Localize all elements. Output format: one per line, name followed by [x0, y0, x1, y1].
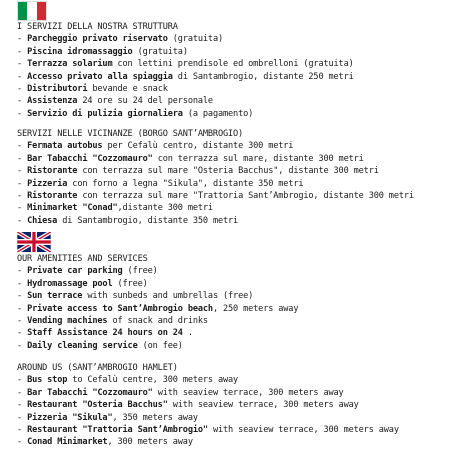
bullet-dash: - — [17, 108, 28, 119]
list-item — [17, 215, 446, 227]
item-highlight: Staff Assistance 24 hours on 24 — [27, 328, 183, 339]
list-item — [17, 374, 446, 386]
list-item — [17, 387, 446, 399]
bullet-dash: - — [17, 315, 28, 326]
item-detail: , 300 meters away — [107, 437, 193, 448]
it-nearby-title: SERVIZI NELLE VICINANZE (BORGO SANT’AMBROGIO) — [17, 129, 244, 139]
bullet-dash: - — [17, 178, 28, 189]
list-item — [17, 202, 446, 214]
item-detail: (on fee) — [137, 340, 183, 351]
list-item — [17, 33, 446, 45]
bullet-dash: - — [17, 424, 28, 435]
bullet-dash: - — [17, 153, 28, 164]
en-nearby-list — [17, 374, 446, 448]
item-highlight: Vending machines — [27, 315, 108, 326]
item-detail: (a pagamento) — [182, 108, 254, 119]
item-detail: with sunbeds and umbrellas (free) — [82, 291, 254, 302]
item-detail: (free) — [122, 266, 158, 277]
item-detail: con terrazza sul mare "Osteria Bacchus", distante 300 metri — [77, 166, 379, 177]
list-item — [17, 412, 446, 424]
bullet-dash: - — [17, 190, 28, 201]
item-detail: per Cefalù centro, distante 300 metri — [102, 141, 294, 152]
item-highlight: Chiesa — [27, 215, 58, 226]
item-detail: of snack and drinks — [107, 315, 208, 326]
item-detail: 24 ore su 24 del personale — [77, 96, 213, 107]
item-detail: (free) — [112, 278, 148, 289]
bullet-dash: - — [17, 412, 28, 423]
list-item — [17, 58, 446, 70]
item-highlight: Pizzeria — [27, 178, 68, 189]
bullet-dash: - — [17, 340, 28, 351]
list-item — [17, 424, 446, 436]
bullet-dash: - — [17, 400, 28, 411]
item-highlight: Restaurant "Trattoria Sant’Ambrogio" — [27, 424, 208, 435]
item-detail: con forno a legna "Sikula", distante 350 metri — [67, 178, 304, 189]
list-item — [17, 190, 446, 202]
bullet-dash: - — [17, 34, 28, 45]
item-highlight: Ristorante — [27, 166, 78, 177]
bullet-dash: - — [17, 387, 28, 398]
item-detail: (gratuita) — [167, 34, 223, 45]
item-highlight: Assistenza — [27, 96, 78, 107]
list-item — [17, 71, 446, 83]
item-highlight: Sun terrace — [27, 291, 83, 302]
item-detail: with seaview terrace, 300 meters away — [207, 424, 399, 435]
item-detail: bevande e snack — [87, 83, 168, 94]
bullet-dash: - — [17, 303, 28, 314]
list-item — [17, 327, 446, 339]
item-highlight: Restaurant "Osteria Bacchus" — [27, 400, 168, 411]
italian-flag-icon — [17, 1, 47, 21]
item-highlight: Hydromassage pool — [27, 278, 113, 289]
bullet-dash: - — [17, 203, 28, 214]
item-highlight: Bar Tabacchi "Cozzomauro" — [27, 153, 153, 164]
item-highlight: Fermata autobus — [27, 141, 103, 152]
list-item — [17, 340, 446, 352]
item-highlight: Minimarket "Conad" — [27, 203, 118, 214]
en-nearby-title: AROUND US (SANT’AMBROGIO HAMLET) — [17, 363, 178, 373]
item-highlight: Daily cleaning service — [27, 340, 138, 351]
item-highlight: Bus stop — [27, 375, 68, 386]
bullet-dash: - — [17, 71, 28, 82]
it-services-title: I SERVIZI DELLA NOSTRA STRUTTURA — [17, 22, 178, 32]
bullet-dash: - — [17, 278, 28, 289]
it-services-section — [17, 21, 446, 120]
en-services-section — [17, 253, 446, 352]
en-nearby-section — [17, 362, 446, 449]
item-detail: di Santambrogio, distante 250 metri — [172, 71, 354, 82]
list-item — [17, 303, 446, 315]
item-highlight: Ristorante — [27, 190, 78, 201]
list-item — [17, 108, 446, 120]
item-detail: , 250 meters away — [212, 303, 299, 314]
bullet-dash: - — [17, 266, 28, 277]
item-highlight: Parcheggio privato riservato — [27, 34, 168, 45]
item-detail: with seaview terrace, 300 meters away — [152, 387, 344, 398]
en-services-title: OUR AMENITIES AND SERVICES — [17, 254, 148, 264]
list-item — [17, 153, 446, 165]
it-nearby-list — [17, 140, 446, 227]
item-highlight: Private car parking — [27, 266, 123, 277]
bullet-dash: - — [17, 215, 28, 226]
uk-flag-icon — [17, 232, 51, 252]
item-detail: con lettini prendisole ed ombrelloni (gratuita) — [112, 59, 354, 70]
bullet-dash: - — [17, 291, 28, 302]
en-services-list — [17, 265, 446, 352]
item-highlight: Accesso privato alla spiaggia — [27, 71, 173, 82]
item-detail: . — [182, 328, 193, 339]
bullet-dash: - — [17, 59, 28, 70]
bullet-dash: - — [17, 96, 28, 107]
item-highlight: Conad Minimarket — [27, 437, 108, 448]
item-highlight: Bar Tabacchi "Cozzomauro" — [27, 387, 153, 398]
bullet-dash: - — [17, 83, 28, 94]
list-item — [17, 165, 446, 177]
bullet-dash: - — [17, 166, 28, 177]
it-nearby-section — [17, 128, 446, 227]
list-item — [17, 315, 446, 327]
item-detail: with seaview terrace, 300 meters away — [167, 400, 359, 411]
bullet-dash: - — [17, 375, 28, 386]
bullet-dash: - — [17, 46, 28, 57]
list-item — [17, 265, 446, 277]
bullet-dash: - — [17, 328, 28, 339]
item-detail: , 350 meters away — [112, 412, 198, 423]
bullet-dash: - — [17, 437, 28, 448]
list-item — [17, 290, 446, 302]
item-highlight: Private access to Sant’Ambrogio beach — [27, 303, 213, 314]
item-detail: con terrazza sul mare "Trattoria Sant’Ambrogio, distante 300 metri — [77, 190, 414, 201]
item-highlight: Terrazza solarium — [27, 59, 113, 70]
item-highlight: Piscina idromassaggio — [27, 46, 133, 57]
list-item — [17, 46, 446, 58]
item-detail: to Cefalù centre, 300 meters away — [67, 375, 239, 386]
it-services-list — [17, 33, 446, 120]
item-detail: con terrazza sul mare, distante 300 metri — [152, 153, 364, 164]
list-item — [17, 95, 446, 107]
item-highlight: Servizio di pulizia giornaliera — [27, 108, 183, 119]
bullet-dash: - — [17, 141, 28, 152]
item-detail: di Santambrogio, distante 350 metri — [57, 215, 239, 226]
list-item — [17, 83, 446, 95]
list-item — [17, 140, 446, 152]
item-detail: ,distante 300 metri — [117, 203, 213, 214]
list-item — [17, 399, 446, 411]
item-highlight: Pizzeria "Sikula" — [27, 412, 113, 423]
list-item — [17, 178, 446, 190]
item-highlight: Distributori — [27, 83, 88, 94]
list-item — [17, 436, 446, 448]
list-item — [17, 278, 446, 290]
item-detail: (gratuita) — [132, 46, 188, 57]
